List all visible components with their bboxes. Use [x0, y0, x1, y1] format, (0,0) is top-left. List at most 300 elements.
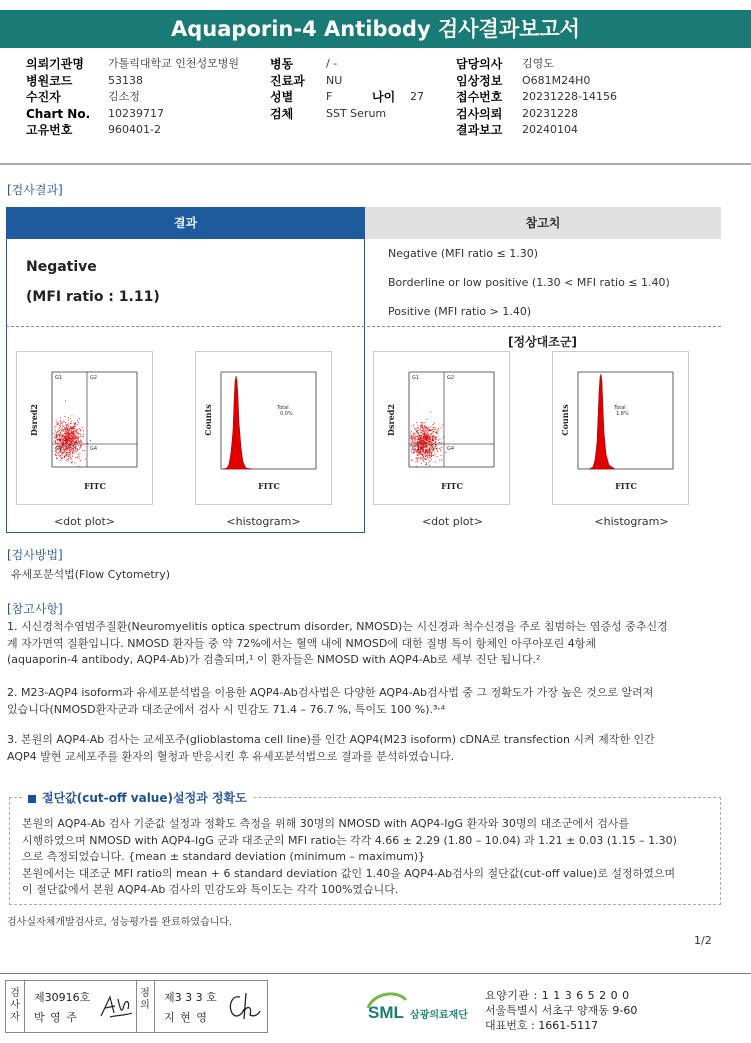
dot-event [440, 449, 441, 450]
dot-event [420, 458, 421, 459]
dot-event [420, 440, 421, 441]
dot-event [79, 433, 80, 434]
dot-event [82, 427, 83, 428]
dot-event [425, 459, 426, 460]
dot-event [76, 424, 77, 425]
dot-event [64, 421, 65, 422]
dot-event [427, 429, 428, 430]
dot-event [63, 445, 64, 446]
dot-event [430, 412, 431, 413]
y-axis-label: Dsred2 [29, 404, 39, 436]
dot-event [58, 455, 59, 456]
dot-event [68, 460, 69, 461]
dot-event [81, 441, 82, 442]
dot-event [69, 441, 70, 442]
note-line: 계 자가면역 질환입니다. NMOSD 환자들 중 약 72%에서는 혈액 내에 NMOSD에 대한 질병 특이 항체인 아쿠아포린 4항체 [7, 636, 596, 650]
dot-event [59, 428, 60, 429]
dot-event [429, 442, 430, 443]
dot-event [71, 423, 72, 424]
dot-event [68, 432, 69, 433]
dot-event [72, 428, 73, 429]
reference-header: 참고치 [365, 207, 721, 239]
dot-event [64, 456, 65, 457]
dot-event [66, 454, 67, 455]
dot-event [411, 433, 412, 434]
dot-event [422, 449, 423, 450]
dot-event [82, 436, 83, 437]
info-value: 20231228-14156 [522, 90, 617, 103]
dot-event [78, 454, 79, 455]
dot-event [75, 430, 76, 431]
dot-event [434, 429, 435, 430]
dot-event [71, 421, 72, 422]
dot-event [78, 438, 79, 439]
dot-event [73, 445, 74, 446]
dot-event [426, 455, 427, 456]
dot-event [429, 438, 430, 439]
dot-event [416, 443, 417, 444]
dot-event [79, 418, 80, 419]
dot-event [425, 451, 426, 452]
dot-event [423, 447, 424, 448]
dot-event [60, 421, 61, 422]
dot-event [63, 429, 64, 430]
dot-event [441, 442, 442, 443]
dot-event [55, 454, 56, 455]
ref-positive: Positive (MFI ratio > 1.40) [388, 305, 532, 318]
dot-event [70, 418, 71, 419]
dot-event [441, 459, 442, 460]
dot-event [420, 439, 421, 440]
result-value: Negative [26, 259, 97, 275]
x-axis-label: FITC [615, 481, 637, 491]
dot-event [420, 441, 421, 442]
dot-event [72, 437, 73, 438]
dot-event [80, 441, 81, 442]
info-value: SST Serum [326, 106, 387, 120]
dot-event [434, 423, 435, 424]
dot-event [433, 455, 434, 456]
dot-event [70, 454, 71, 455]
dot-event [427, 447, 428, 448]
dot-event [83, 436, 84, 437]
dot-event [57, 453, 58, 454]
dot-event [62, 429, 63, 430]
dot-event [418, 430, 419, 431]
dot-event [66, 434, 67, 435]
dot-event [417, 435, 418, 436]
dot-event [60, 426, 61, 427]
dot-event [436, 431, 437, 432]
cutoff-title-text: 절단값(cut-off value)설정과 정확도 [42, 791, 247, 805]
dot-event [429, 448, 430, 449]
dot-event [428, 442, 429, 443]
dot-event [419, 435, 420, 436]
dot-event [422, 442, 423, 443]
dot-event [70, 452, 71, 453]
dot-event [62, 457, 63, 458]
dot-event [54, 436, 55, 437]
dot-event [432, 437, 433, 438]
dot-event [427, 427, 428, 428]
patient-histogram [195, 351, 332, 505]
dot-event [61, 431, 62, 432]
control-dot-svg [374, 352, 509, 504]
doctor-license: 제3 3 3 호 [164, 991, 217, 1004]
hist-total-label: Total [277, 405, 289, 411]
result-section-label: [검사결과] [7, 183, 63, 197]
doctor-signature-icon [224, 989, 264, 1025]
dot-event [75, 431, 76, 432]
dot-event [411, 435, 412, 436]
dot-event [71, 449, 72, 450]
dot-event [411, 436, 412, 437]
dot-event [430, 430, 431, 431]
dot-event [71, 440, 72, 441]
dot-event [431, 449, 432, 450]
dot-cloud-patient [54, 401, 92, 467]
dot-event [57, 431, 58, 432]
dot-event [77, 433, 78, 434]
dot-event [60, 434, 61, 435]
dot-event [59, 435, 60, 436]
info-key: 고유번호 [26, 123, 73, 137]
dot-event [422, 455, 423, 456]
dot-event [421, 463, 422, 464]
dot-event [76, 440, 77, 441]
dot-event [425, 422, 426, 423]
dot-event [66, 450, 67, 451]
dot-event [425, 427, 426, 428]
dot-event [72, 432, 73, 433]
dot-event [69, 452, 70, 453]
dot-event [70, 426, 71, 427]
quad-label: G2 [447, 375, 455, 381]
dot-event [74, 447, 75, 448]
sig-divider [24, 981, 25, 1032]
dot-event [77, 429, 78, 430]
dot-event [75, 441, 76, 442]
dot-event [72, 461, 73, 462]
dot-event [430, 455, 431, 456]
dot-event [57, 439, 58, 440]
dot-event [418, 437, 419, 438]
note-line: AQP4 발현 교세포주를 환자의 혈청과 반응시킨 후 유세포분석법으로 결과를 분석하였습니다. [7, 749, 455, 763]
dot-event [422, 449, 423, 450]
dot-event [421, 435, 422, 436]
dot-event [73, 451, 74, 452]
dot-event [64, 446, 65, 447]
dot-event [71, 445, 72, 446]
dot-event [56, 432, 57, 433]
org-name: 삼광의료재단 [410, 1010, 468, 1021]
dot-event [65, 453, 66, 454]
dot-event [430, 453, 431, 454]
dot-event [72, 456, 73, 457]
dot-event [65, 430, 66, 431]
dot-event [67, 439, 68, 440]
dot-event [71, 430, 72, 431]
dot-event [80, 430, 81, 431]
dot-event [78, 440, 79, 441]
dot-event [58, 422, 59, 423]
dot-event [421, 447, 422, 448]
dot-event [435, 437, 436, 438]
dot-event [435, 441, 436, 442]
dot-event [420, 457, 421, 458]
dot-event [64, 441, 65, 442]
dot-event [417, 441, 418, 442]
dot-event [419, 439, 420, 440]
result-table [6, 207, 721, 533]
dot-event [431, 456, 432, 457]
dot-event [417, 458, 418, 459]
dot-event [428, 439, 429, 440]
dot-event [58, 434, 59, 435]
dot-event [426, 440, 427, 441]
dot-event [77, 420, 78, 421]
hist-percent: 0.0% [280, 411, 293, 417]
quad-label: G1 [55, 375, 63, 381]
dot-event [422, 440, 423, 441]
dot-event [411, 431, 412, 432]
dot-event [418, 457, 419, 458]
info-key: 검사의뢰 [456, 106, 503, 121]
dot-event [424, 445, 425, 446]
dot-event [56, 420, 57, 421]
info-col-3 [456, 56, 617, 139]
dot-event [80, 453, 81, 454]
dot-event [431, 459, 432, 460]
dot-event [425, 456, 426, 457]
square-bullet-icon [28, 795, 36, 803]
dot-event [419, 441, 420, 442]
dot-event [415, 435, 416, 436]
y-axis-label: Counts [203, 404, 213, 436]
dot-event [67, 428, 68, 429]
dot-event [429, 435, 430, 436]
info-value: 가톨릭대학교 인천성모병원 [108, 57, 240, 70]
dot-event [56, 455, 57, 456]
dot-event [76, 433, 77, 434]
dot-event [430, 426, 431, 427]
dot-event [66, 448, 67, 449]
dot-event [439, 448, 440, 449]
dot-event [63, 449, 64, 450]
dot-event [419, 437, 420, 438]
dot-event [57, 458, 58, 459]
dot-event [428, 452, 429, 453]
dot-event [69, 440, 70, 441]
dot-event [439, 460, 440, 461]
dot-event [61, 440, 62, 441]
dot-event [424, 452, 425, 453]
dot-event [64, 457, 65, 458]
dot-event [425, 438, 426, 439]
dot-event [433, 439, 434, 440]
dot-event [433, 432, 434, 433]
dot-event [425, 449, 426, 450]
dot-event [442, 425, 443, 426]
dot-event [431, 454, 432, 455]
dot-cloud-control [410, 412, 446, 467]
dot-event [69, 439, 70, 440]
note-line: (aquaporin-4 antibody, AQP4-Ab)가 검출되며,¹ 이 환자들은 NMOSD with AQP4-Ab로 세부 진단 됩니다.² [7, 653, 541, 666]
dot-event [430, 444, 431, 445]
dot-event [65, 441, 66, 442]
dot-event [70, 423, 71, 424]
dot-event [419, 436, 420, 437]
dot-event [55, 437, 56, 438]
dot-event [85, 459, 86, 460]
dot-event [63, 438, 64, 439]
dot-event [66, 438, 67, 439]
dot-event [66, 428, 67, 429]
dot-event [438, 428, 439, 429]
dot-event [78, 445, 79, 446]
dot-event [425, 428, 426, 429]
dot-event [432, 452, 433, 453]
dot-event [420, 432, 421, 433]
dot-event [433, 436, 434, 437]
dot-event [416, 436, 417, 437]
dot-event [417, 432, 418, 433]
dot-event [412, 436, 413, 437]
dot-event [436, 439, 437, 440]
dot-event [424, 438, 425, 439]
dot-event [427, 419, 428, 420]
patient-hist-svg [196, 352, 331, 504]
dot-event [73, 427, 74, 428]
dot-event [59, 439, 60, 440]
dot-event [420, 427, 421, 428]
dot-event [434, 448, 435, 449]
dot-event [420, 426, 421, 427]
dot-event [433, 445, 434, 446]
dot-event [425, 464, 426, 465]
dot-event [430, 435, 431, 436]
dot-event [66, 433, 67, 434]
dot-event [65, 435, 66, 436]
dot-event [423, 440, 424, 441]
dot-event [69, 430, 70, 431]
dot-event [430, 437, 431, 438]
dot-event [429, 465, 430, 466]
dot-event [57, 432, 58, 433]
control-label: [정상대조군] [508, 335, 577, 349]
info-value: F [326, 90, 333, 103]
signature-box [5, 980, 268, 1033]
note-line: 있습니다(NMOSD환자군과 대조군에서 검사 시 민감도 71.4 – 76.7 %, 특이도 100 %).³˒⁴ [7, 702, 446, 716]
dot-event [71, 438, 72, 439]
dot-event [80, 436, 81, 437]
dot-event [67, 450, 68, 451]
dot-event [62, 453, 63, 454]
dot-event [69, 456, 70, 457]
dot-event [412, 460, 413, 461]
info-value: NU [326, 73, 343, 87]
dot-event [419, 453, 420, 454]
info-key: 병동 [270, 57, 294, 71]
age-label: 나이 [372, 90, 396, 104]
dot-event [64, 437, 65, 438]
dot-event [424, 446, 425, 447]
dot-event [60, 457, 61, 458]
dot-event [72, 432, 73, 433]
dot-event [412, 442, 413, 443]
dot-event [55, 440, 56, 441]
dot-event [422, 454, 423, 455]
dot-event [79, 441, 80, 442]
dot-event [428, 429, 429, 430]
dot-event [431, 436, 432, 437]
dot-event [73, 435, 74, 436]
dot-event [411, 460, 412, 461]
dot-event [431, 440, 432, 441]
dot-event [83, 434, 84, 435]
dot-event [72, 449, 73, 450]
dot-event [426, 427, 427, 428]
dot-event [61, 453, 62, 454]
dot-event [431, 442, 432, 443]
quad-label: G2 [90, 375, 98, 381]
dot-event [441, 428, 442, 429]
dot-event [71, 458, 72, 459]
dot-event [73, 429, 74, 430]
dot-event [65, 438, 66, 439]
dot-event [432, 442, 433, 443]
quad-label: G3 [55, 446, 63, 452]
dot-event [431, 444, 432, 445]
dot-event [425, 433, 426, 434]
dot-event [72, 450, 73, 451]
dot-event [75, 457, 76, 458]
dot-event [61, 428, 62, 429]
dot-event [428, 437, 429, 438]
tester-vertical-label: 검사자 [10, 988, 20, 1023]
dot-event [420, 448, 421, 449]
dot-event [418, 427, 419, 428]
dot-event [74, 426, 75, 427]
dot-event [416, 458, 417, 459]
dot-event [56, 435, 57, 436]
dot-event [423, 446, 424, 447]
dot-event [424, 425, 425, 426]
note-2 [7, 685, 722, 718]
dot-event [429, 455, 430, 456]
histogram-caption: <histogram> [594, 515, 669, 528]
control-histogram [552, 351, 689, 505]
dot-event [420, 452, 421, 453]
dot-event [430, 441, 431, 442]
dot-event [59, 425, 60, 426]
dot-event [63, 430, 64, 431]
dot-event [432, 429, 433, 430]
y-axis-label: Counts [560, 404, 570, 436]
dot-event [80, 442, 81, 443]
info-key: 진료과 [270, 73, 305, 88]
dot-event [424, 441, 425, 442]
dot-event [66, 456, 67, 457]
dot-event [72, 443, 73, 444]
dot-event [66, 442, 67, 443]
dot-event [428, 433, 429, 434]
dot-event [65, 443, 66, 444]
quad-label: G4 [447, 446, 455, 452]
dot-event [422, 432, 423, 433]
dot-event [419, 455, 420, 456]
hist-total-label: Total [614, 405, 626, 411]
